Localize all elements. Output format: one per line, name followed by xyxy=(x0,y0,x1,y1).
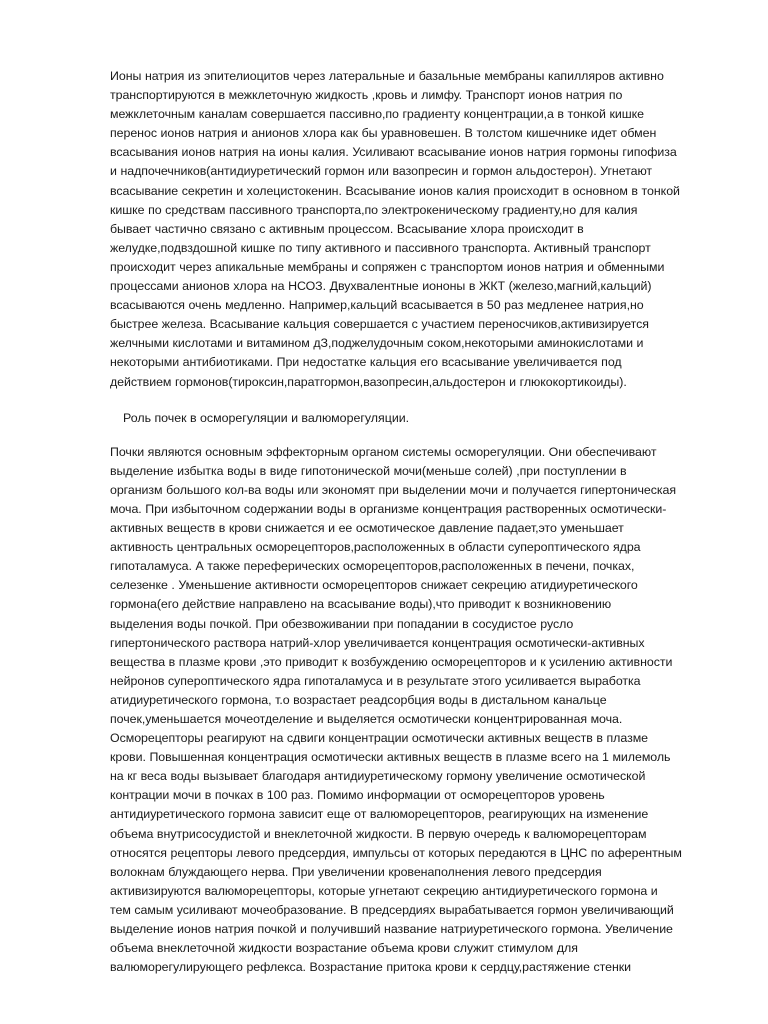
text-line: контрации мочи в почках в 100 раз. Помимо информации от осморецепторов уровень xyxy=(110,788,605,803)
text-line: атидиуретического гормона, т.о возрастает реадсорбция воды в дистальном канальце xyxy=(110,692,607,707)
text-line: и надпочечников(антидиуретический гормон или вазопресин и гормон альдостерон). Угнетают xyxy=(110,164,653,179)
text-line: гормона(его действие направлено на всасывание воды),что приводит к возникновению xyxy=(110,597,612,612)
text-line: почек,уменьшается мочеотделение и выделяется осмотически концентрированная моча. xyxy=(110,712,623,726)
text-line: Ионы натрия из эпителиоцитов через латеральные и базальные мембраны капилляров активно xyxy=(110,69,664,83)
document-body xyxy=(110,67,720,977)
text-line: Осморецепторы реагируют на сдвиги концентрации осмотически активных веществ в плазме xyxy=(110,731,649,746)
text-line: желчными кислотами и витамином дЗ,поджелудочным соком,некоторыми аминокислотами и xyxy=(110,336,644,351)
text-line: транспортируются в межклеточную жидкость ,кровь и лимфу. Транспорт ионов натрия по xyxy=(110,88,623,103)
text-line: объема внутрисосудистой и внеклеточной жидкости. В первую очередь к валюморецепторам xyxy=(110,826,647,841)
text-line: всасывание секретин и холецистокенин. Всасывание ионов калия происходит в основном в тонкой xyxy=(110,183,680,198)
paragraph-osmoregulation xyxy=(110,443,720,978)
text-line: объема внеклеточной жидкости возрастание объема крови служит стимулом для xyxy=(110,941,578,956)
text-line: некоторыми антибиотиками. При недостатке кальция его всасывание увеличивается под xyxy=(110,355,622,370)
text-line: быстрее железа. Всасывание кальция совершается с участием переносчиков,активизируется xyxy=(110,317,649,332)
text-line: активность центральных осморецепторов,расположенных в области супероптического ядра xyxy=(110,540,641,555)
text-line: крови. Повышенная концентрация осмотически активных веществ в плазме всего на 1 милемоль xyxy=(110,750,671,765)
text-line: Почки являются основным эффекторным органом системы осморегуляции. Они обеспечивают xyxy=(110,444,657,459)
text-line: действием гормонов(тироксин,паратгормон,вазопресин,альдостерон и глюкокортикоиды). xyxy=(110,374,627,389)
text-line: на кг веса воды вызывает благодаря антидиуретическому гормону увеличение осмотической xyxy=(110,769,646,784)
text-line: организм большого кол-ва воды или экономят при выделении мочи и получается гипертоническая xyxy=(110,482,677,497)
text-line: перенос ионов натрия и анионов хлора как бы уравновешен. В толстом кишечнике идет обмен xyxy=(110,126,657,141)
text-line: выделение избытка воды в виде гипотонической мочи(меньше солей) ,при поступлении в xyxy=(110,463,627,478)
text-line: выделение ионов натрия почкой и получивший название натриуретического гормона. Увеличение xyxy=(110,922,673,937)
text-line: бывает частично связано с активным процессом. Всасывание хлора происходит в xyxy=(110,221,584,236)
text-line: выделения воды почкой. При обезвоживании при попадании в сосудистое русло xyxy=(110,616,574,631)
text-line: селезенке . Уменьшение активности осморецепторов снижает секрецию атидиуретического xyxy=(110,578,638,593)
text-line: волокнам блуждающего нерва. При увеличении кровенаполнения левого предсердия xyxy=(110,864,602,879)
text-line: валюморегулирующего рефлекса. Возрастание притока крови к сердцу,растяжение стенки xyxy=(110,960,631,975)
text-line: всасывания ионов натрия на ионы калия. Усиливают всасывание ионов натрия гормоны гипофиза xyxy=(110,145,677,160)
text-line: активных веществ в крови снижается и ее осмотическое давление падает,это уменьшает xyxy=(110,521,624,536)
text-line: вещества в плазме крови ,это приводит к возбуждению осморецепторов и к усилению активности xyxy=(110,654,673,669)
text-line: тем самым усиливают мочеобразование. В предсердиях вырабатывается гормон увеличивающий xyxy=(110,902,674,917)
text-line: желудке,подвздошной кишке по типу активного и пассивного транспорта. Активный транспорт xyxy=(110,240,651,255)
text-line: моча. При избыточном содержании воды в организме концентрация растворенных осмотически- xyxy=(110,501,667,516)
text-line: активизируются валюморецепторы, которые угнетают секрецию антидиуретического гормона и xyxy=(110,883,658,898)
text-line: кишке по средствам пассивного транспорта,по электрокеническому градиенту,но для калия xyxy=(110,202,638,217)
text-line: всасываются очень медленно. Например,кальций всасывается в 50 раз медленее натрия,но xyxy=(110,298,644,313)
text-line: процессами анионов хлора на НСОЗ. Двухвалентные иононы в ЖКТ (железо,магний,кальций) xyxy=(110,279,652,294)
text-line: антидиуретического гормона зависит еще от валюморецепторов, реагирующих на изменение xyxy=(110,807,649,822)
text-line: происходит через апикальные мембраны и сопряжен с транспортом ионов натрия и обменными xyxy=(110,259,665,274)
section-heading: Роль почек в осморегуляции и валюморегуляции. xyxy=(123,410,410,425)
paragraph-ion-absorption xyxy=(110,67,720,392)
text-line: нейронов супероптического ядра гипоталамуса и в результате этого усиливается выработка xyxy=(110,673,641,688)
text-line: межклеточным каналам совершается пассивно,по градиенту концентрации,а в тонкой кишке xyxy=(110,107,644,122)
text-line: относятся рецепторы левого предсердия, импульсы от которых передаются в ЦНС по аферентным xyxy=(110,845,682,860)
text-line: гипоталамуса. А также переферических осморецепторов,расположенных в печени, почках, xyxy=(110,559,635,574)
text-line: гипертонического раствора натрий-хлор увеличивается концентрация осмотически-активных xyxy=(110,635,645,650)
